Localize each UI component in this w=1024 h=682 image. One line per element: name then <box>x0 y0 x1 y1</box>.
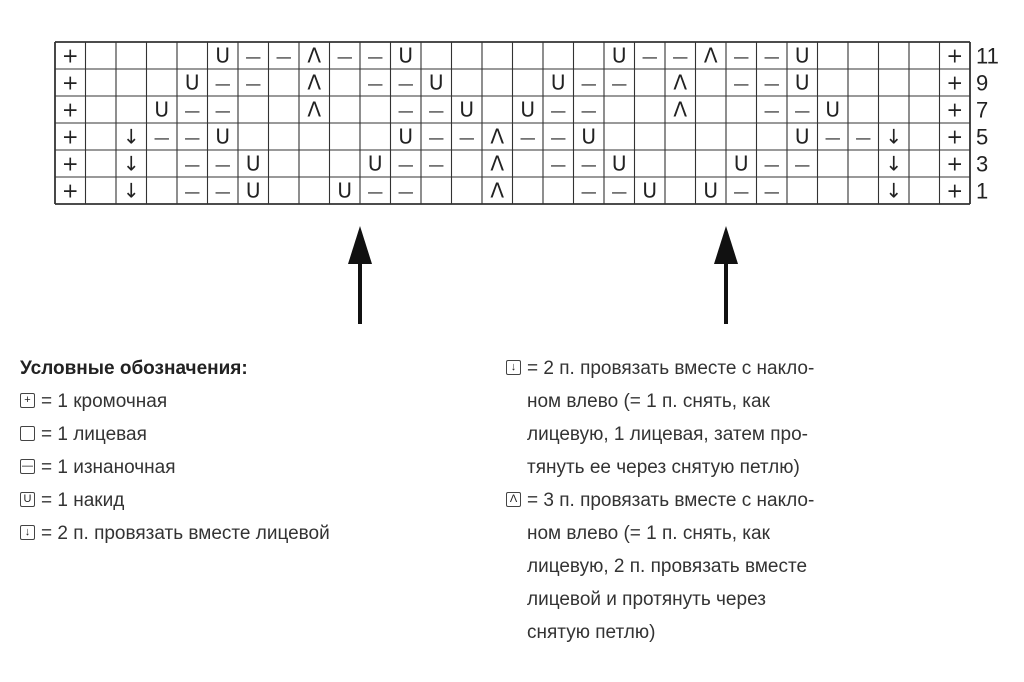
chart-cell-symbol: U <box>794 124 810 149</box>
chart-cell-symbol: + <box>61 151 79 176</box>
legend-left <box>20 352 500 550</box>
legend-item-text: = 1 накид <box>41 490 125 511</box>
chart-cell-symbol: ↓ <box>122 124 140 149</box>
chart-cell-symbol: — <box>214 101 231 121</box>
chart-cell-symbol: U <box>215 43 231 68</box>
chart-cell-symbol: + <box>61 124 79 149</box>
chart-cell-symbol: — <box>214 182 231 202</box>
chart-cell-symbol: U <box>733 151 749 176</box>
chart-cell-symbol: — <box>397 155 414 175</box>
chart-cell-symbol: — <box>611 74 628 94</box>
chart-cell-symbol: — <box>763 74 780 94</box>
row-number-label: 3 <box>976 151 989 177</box>
chart-cell-symbol: Λ <box>673 70 688 95</box>
chart-cell-symbol: U <box>398 43 414 68</box>
chart-cell-symbol: — <box>672 47 689 67</box>
legend-item <box>506 484 1006 649</box>
chart-cell-symbol: U <box>428 70 444 95</box>
chart-cell-symbol: — <box>397 182 414 202</box>
chart-cell-symbol: — <box>855 128 872 148</box>
chart-cell-symbol: Λ <box>307 70 322 95</box>
legend-item-text: = 3 п. провязать вместе с накло- ном влево (= 1 п. снять, как лицевую, 2 п. провязать вместе лицевой и протянуть через снятую петлю) <box>527 490 815 643</box>
chart-cell-symbol: — <box>641 47 658 67</box>
chart-cell-symbol: — <box>733 182 750 202</box>
chart-cell-symbol: + <box>61 178 79 203</box>
legend-item-text: = 1 лицевая <box>41 424 147 445</box>
chart-cell-symbol: — <box>245 47 262 67</box>
legend-right <box>506 352 1006 649</box>
legend-item <box>20 418 500 451</box>
chart-cell-symbol: — <box>184 101 201 121</box>
legend-item <box>506 352 1006 484</box>
chart-cell-symbol: — <box>763 47 780 67</box>
edge-stitch-icon: + <box>20 393 35 408</box>
chart-cell-symbol: — <box>367 74 384 94</box>
row-numbers <box>976 44 999 204</box>
chart-cell-symbol: U <box>367 151 383 176</box>
chart-cell-symbol: ↓ <box>885 151 903 176</box>
yarn-over-icon: U <box>20 492 35 507</box>
sk2p-icon: Λ <box>506 492 521 507</box>
chart-cell-symbol: — <box>550 128 567 148</box>
chart-cell-symbol: U <box>520 97 536 122</box>
chart-cell-symbol: + <box>61 43 79 68</box>
chart-cell-symbol: — <box>428 128 445 148</box>
legend-item <box>20 385 500 418</box>
chart-cell-symbol: U <box>550 70 566 95</box>
chart-cell-symbol: + <box>61 97 79 122</box>
chart-cell-symbol: U <box>245 178 261 203</box>
chart-cell-symbol: — <box>733 74 750 94</box>
chart-cell-symbol: — <box>763 101 780 121</box>
chart-cell-symbol: — <box>458 128 475 148</box>
chart-cell-symbol: — <box>397 101 414 121</box>
ssk-icon: ↓ <box>506 360 521 375</box>
chart-cell-symbol: — <box>214 155 231 175</box>
k2tog-icon: ↓ <box>20 525 35 540</box>
legend-item <box>20 517 500 550</box>
chart-cell-symbol: — <box>794 155 811 175</box>
legend-item <box>20 451 500 484</box>
chart-cell-symbol: + <box>946 124 964 149</box>
chart-cell-symbol: U <box>154 97 170 122</box>
chart-cell-symbol: — <box>519 128 536 148</box>
chart-cell-symbol: U <box>337 178 353 203</box>
chart-cell-symbol: + <box>61 70 79 95</box>
chart-cell-symbol: Λ <box>673 97 688 122</box>
row-number-label: 1 <box>976 178 989 204</box>
chart-cell-symbol: — <box>794 101 811 121</box>
chart-cell-symbol: U <box>184 70 200 95</box>
chart-cell-symbol: U <box>398 124 414 149</box>
chart-cell-symbol: Λ <box>307 97 322 122</box>
chart-cell-symbol: — <box>397 74 414 94</box>
chart-cell-symbol: — <box>275 47 292 67</box>
chart-cell-symbol: — <box>550 155 567 175</box>
chart-cell-symbol: — <box>428 155 445 175</box>
row-number-label: 11 <box>976 43 999 69</box>
chart-cell-symbol: — <box>214 74 231 94</box>
purl-stitch-icon: — <box>22 460 33 472</box>
chart-cell-symbol: — <box>580 182 597 202</box>
row-number-label: 9 <box>976 70 989 96</box>
chart-cell-symbol: U <box>642 178 658 203</box>
chart-cell-symbol: U <box>611 151 627 176</box>
chart-grid <box>55 42 970 204</box>
chart-cell-symbol: — <box>153 128 170 148</box>
chart-cell-symbol: U <box>215 124 231 149</box>
chart-cell-symbol: + <box>946 151 964 176</box>
chart-cell-symbol: + <box>946 43 964 68</box>
knitting-chart <box>0 0 1024 340</box>
chart-cell-symbol: — <box>580 74 597 94</box>
chart-cell-symbol: — <box>184 182 201 202</box>
chart-cell-symbol: U <box>581 124 597 149</box>
chart-cell-symbol: — <box>367 182 384 202</box>
chart-cell-symbol: — <box>733 47 750 67</box>
legend-item-text: = 2 п. провязать вместе лицевой <box>41 523 330 544</box>
chart-cell-symbol: ↓ <box>122 178 140 203</box>
chart-cell-symbol: Λ <box>490 178 505 203</box>
chart-cell-symbol: — <box>184 128 201 148</box>
chart-cell-symbol: — <box>245 74 262 94</box>
knit-stitch-icon <box>20 426 35 441</box>
chart-cell-symbol: — <box>824 128 841 148</box>
row-number-label: 5 <box>976 124 989 150</box>
chart-cell-symbol: U <box>611 43 627 68</box>
repeat-arrows <box>348 226 738 324</box>
chart-cell-symbol: ↓ <box>885 178 903 203</box>
chart-cell-symbol: — <box>763 155 780 175</box>
chart-cell-symbol: U <box>794 43 810 68</box>
chart-cell-symbol: Λ <box>490 151 505 176</box>
chart-cell-symbol: + <box>946 178 964 203</box>
chart-cell-symbol: ↓ <box>122 151 140 176</box>
chart-cell-symbol: — <box>428 101 445 121</box>
chart-cell-symbol: — <box>611 182 628 202</box>
chart-cell-symbol: — <box>763 182 780 202</box>
row-number-label: 7 <box>976 97 989 123</box>
chart-cell-symbol: — <box>184 155 201 175</box>
chart-cell-symbol: + <box>946 70 964 95</box>
chart-cell-symbol: ↓ <box>885 124 903 149</box>
chart-cell-symbol: U <box>703 178 719 203</box>
chart-cell-symbol: — <box>580 155 597 175</box>
legend-item-text: = 2 п. провязать вместе с накло- ном влево (= 1 п. снять, как лицевую, 1 лицевая, затем про- тянуть ее через снятую петлю) <box>527 358 815 478</box>
chart-cell-symbol: Λ <box>490 124 505 149</box>
chart-cell-symbol: U <box>825 97 841 122</box>
legend-title: Условные обозначения: <box>20 358 248 379</box>
repeat-arrow-head <box>348 226 372 264</box>
chart-cell-symbol: — <box>580 101 597 121</box>
chart-cell-symbol: U <box>459 97 475 122</box>
chart-cell-symbol: + <box>946 97 964 122</box>
chart-cell-symbol: — <box>336 47 353 67</box>
chart-cell-symbol: — <box>550 101 567 121</box>
repeat-arrow-head <box>714 226 738 264</box>
legend-item-text: = 1 изнаночная <box>41 457 176 478</box>
chart-cell-symbol: U <box>794 70 810 95</box>
legend-item <box>20 484 500 517</box>
chart-cell-symbol: — <box>367 47 384 67</box>
chart-cell-symbol: U <box>245 151 261 176</box>
chart-cell-symbol: Λ <box>703 43 718 68</box>
legend-item-text: = 1 кромочная <box>41 391 168 412</box>
chart-cell-symbol: Λ <box>307 43 322 68</box>
